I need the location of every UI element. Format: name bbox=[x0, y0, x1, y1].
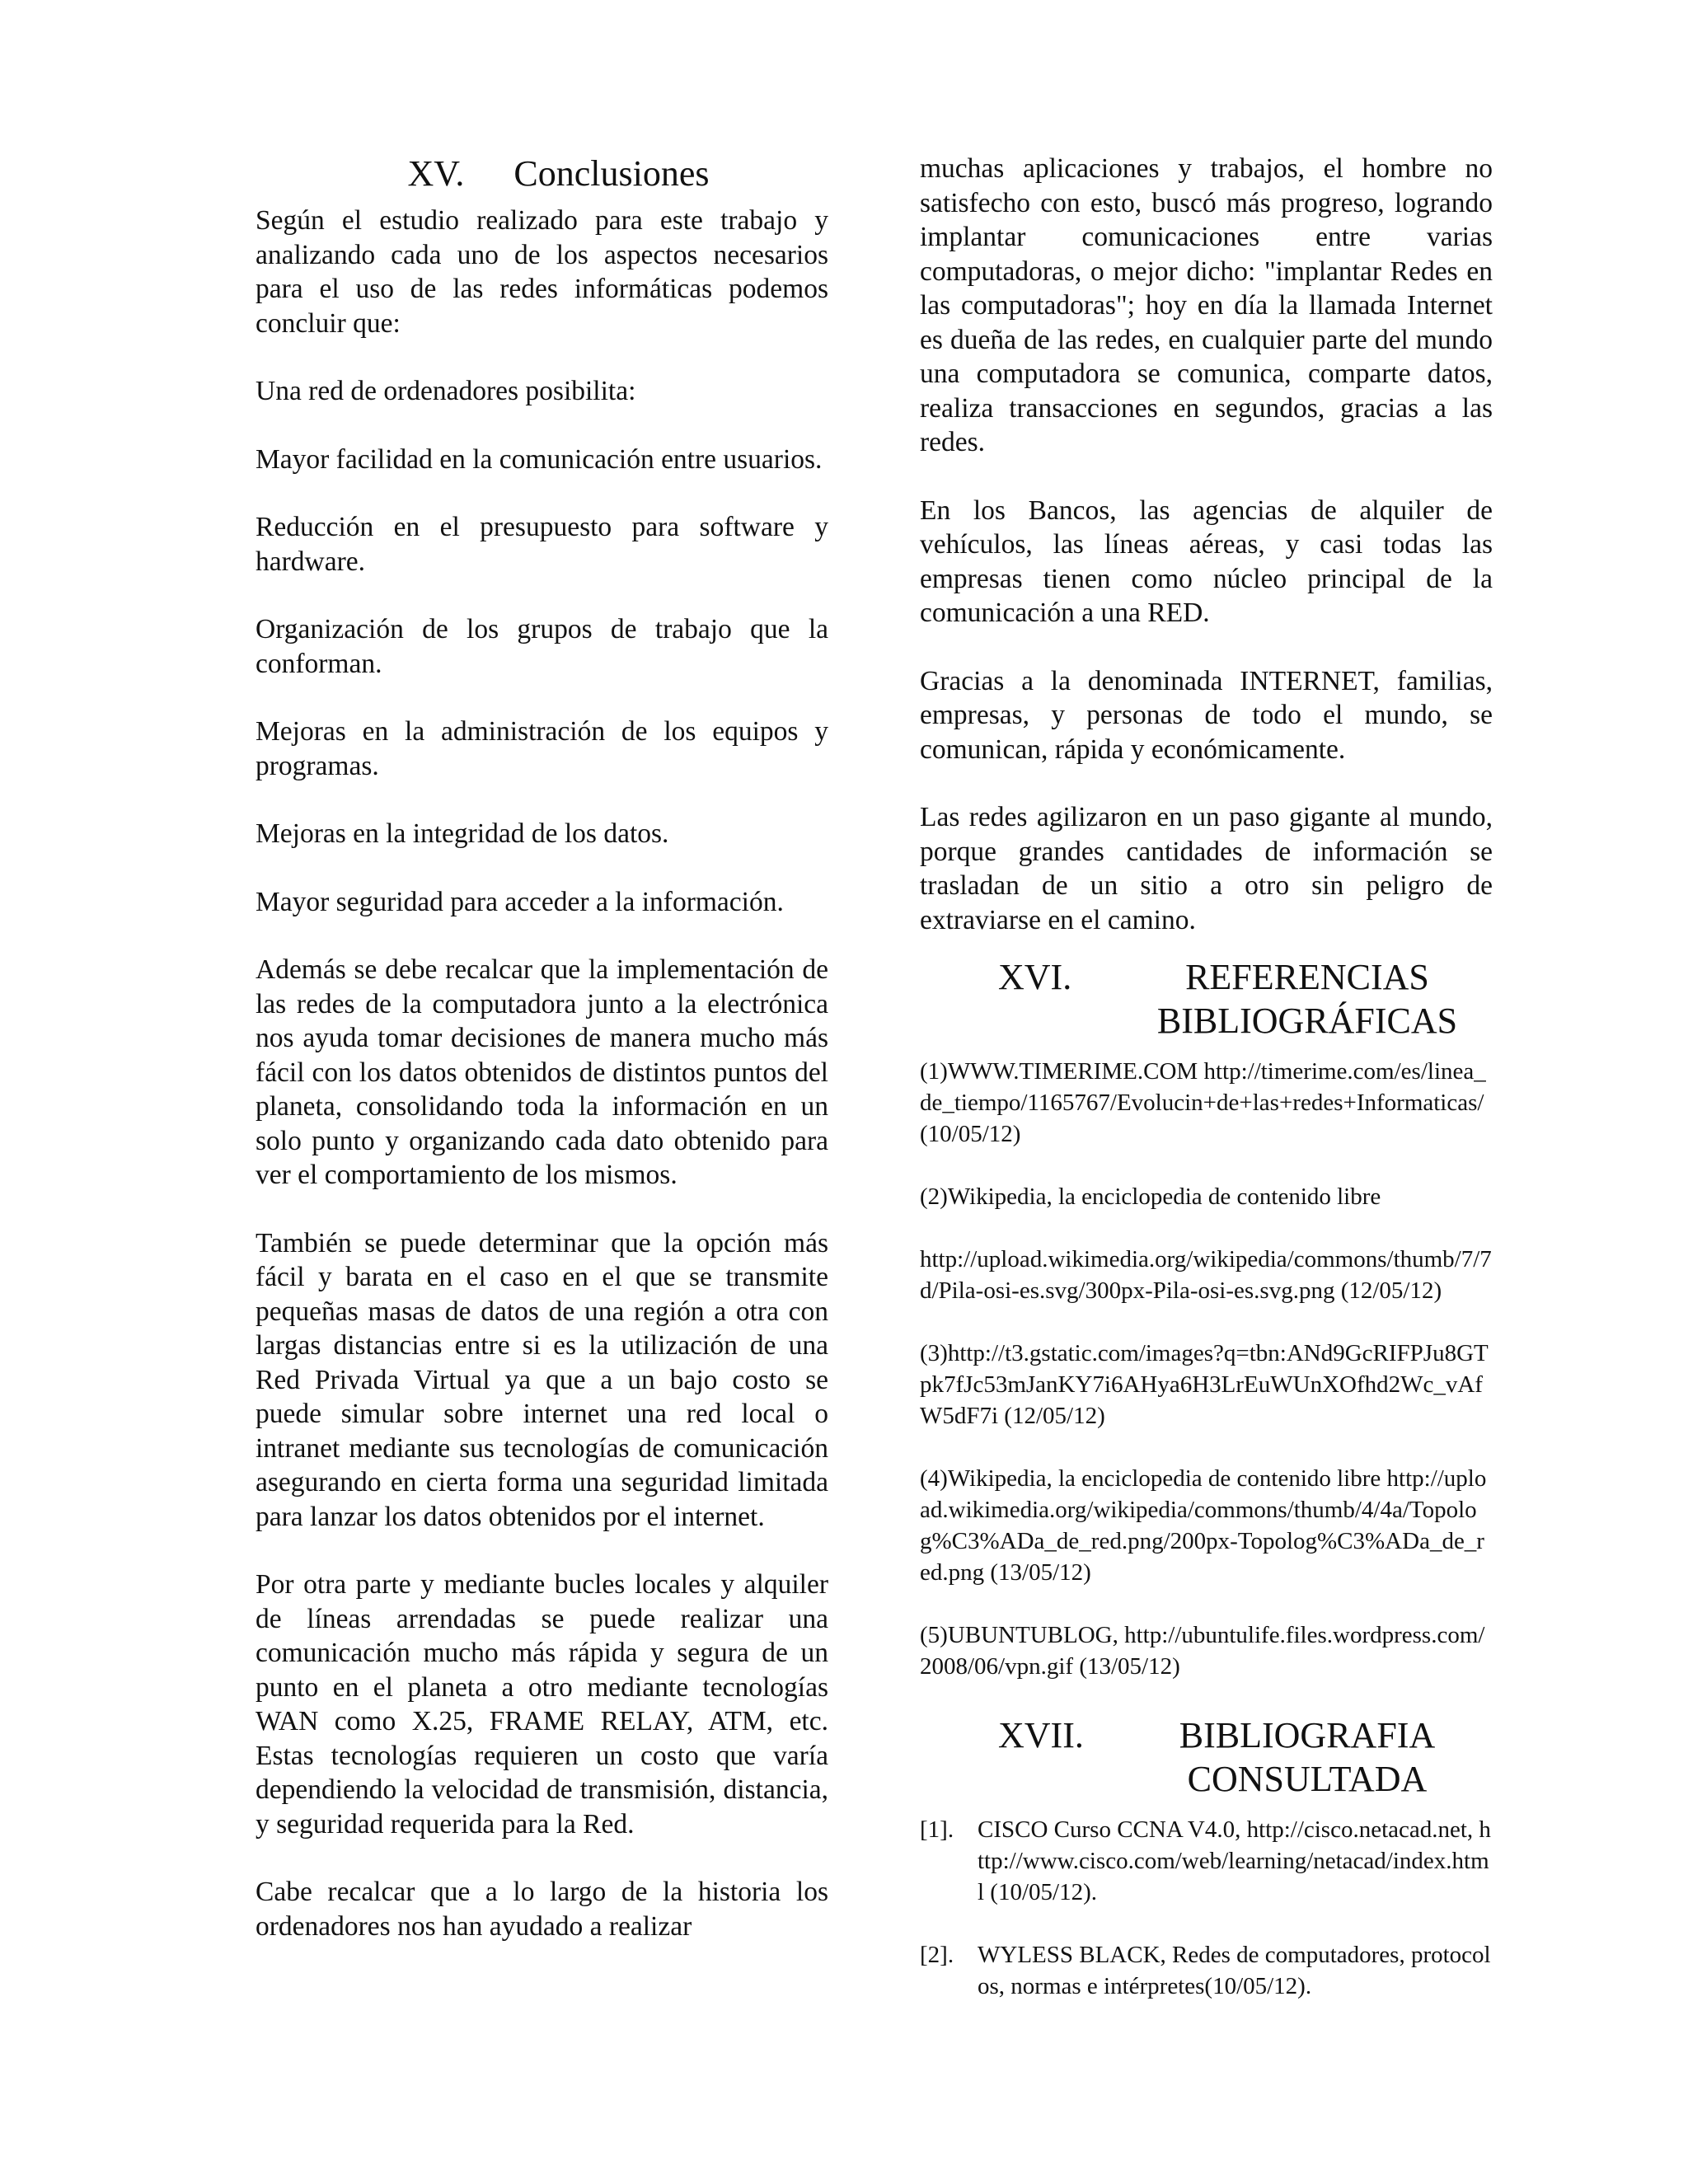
reference-item: (4)Wikipedia, la enciclopedia de contenido libre http://upload.wikimedia.org/wikipedia/commons/thumb/4/4a/Topolog%C3%ADa_de_red.png/200px-Topolog%C3%ADa_de_red.png (13/05/12) bbox=[920, 1465, 1487, 1586]
paragraph: Según el estudio realizado para este trabajo y analizando cada uno de los aspectos necesarios para el uso de las redes informáticas podemos concluir que: bbox=[256, 205, 828, 339]
bibliography-item bbox=[920, 1939, 1493, 2002]
paragraph: Mejoras en la administración de los equipos y programas. bbox=[256, 716, 828, 781]
section-heading-bibliografia bbox=[920, 1713, 1493, 1801]
section-title bbox=[1122, 955, 1493, 1043]
section-heading-referencias bbox=[920, 955, 1493, 1043]
paragraph: Cabe recalcar que a lo largo de la historia los ordenadores nos han ayudado a realizar bbox=[256, 1877, 828, 1942]
section-number: XVII. bbox=[998, 1715, 1084, 1755]
section-heading-conclusiones bbox=[256, 152, 828, 195]
reference-item: http://upload.wikimedia.org/wikipedia/commons/thumb/7/7d/Pila-osi-es.svg/300px-Pila-osi-es.svg.png (12/05/12) bbox=[920, 1246, 1492, 1304]
section-title-line: BIBLIOGRAFIA bbox=[1179, 1715, 1436, 1755]
bibliography-label: [1]. bbox=[920, 1816, 954, 1843]
bibliography-text: WYLESS BLACK, Redes de computadores, protocolos, normas e intérpretes(10/05/12). bbox=[978, 1942, 1491, 1999]
paragraph: Reducción en el presupuesto para software y hardware. bbox=[256, 512, 828, 577]
paragraph: Una red de ordenadores posibilita: bbox=[256, 376, 636, 406]
paragraph: Organización de los grupos de trabajo que la conforman. bbox=[256, 614, 828, 679]
paragraph: Mayor facilidad en la comunicación entre usuarios. bbox=[256, 443, 823, 475]
bibliography-label: [2]. bbox=[920, 1942, 954, 1968]
section-title: Conclusiones bbox=[513, 153, 710, 194]
bibliography-item bbox=[920, 1814, 1493, 1908]
section-title-line: CONSULTADA bbox=[1187, 1759, 1428, 1799]
paragraph: Gracias a la denominada INTERNET, familias, empresas, y personas de todo el mundo, se comunican, rápida y económicamente. bbox=[920, 665, 1493, 765]
section-title-line: BIBLIOGRÁFICAS bbox=[1156, 1001, 1458, 1041]
reference-item: (5)UBUNTUBLOG, http://ubuntulife.files.wordpress.com/2008/06/vpn.gif (13/05/12) bbox=[920, 1622, 1485, 1680]
section-number: XVI. bbox=[998, 957, 1072, 997]
reference-item: (2)Wikipedia, la enciclopedia de contenido libre bbox=[920, 1183, 1381, 1210]
reference-item: (3)http://t3.gstatic.com/images?q=tbn:ANd9GcRIFPJu8GTpk7fJc53mJanKY7i6AHya6H3LrEuWUnXOfhd2Wc_vAfW5dF7i (12/05/12) bbox=[920, 1340, 1489, 1429]
paragraph: Además se debe recalcar que la implementación de las redes de la computadora junto a la electrónica nos ayuda tomar decisiones de manera mucho más fácil con los datos obtenidos de distintos puntos del planeta, consolidando toda la información en un solo punto y organizando cada dato obtenido para ver el comportamiento de los mismos. bbox=[256, 954, 828, 1190]
paragraph: muchas aplicaciones y trabajos, el hombre no satisfecho con esto, buscó más progreso, logrando implantar comunicaciones entre varias computadoras, o mejor dicho: "implantar Redes en las computadoras"; hoy en día la llamada Internet es dueña de las redes, en cualquier parte del mundo una computadora se comunica, comparte datos, realiza transacciones en segundos, gracias a las redes. bbox=[920, 153, 1493, 457]
paragraph: También se puede determinar que la opción más fácil y barata en el caso en el que se transmite pequeñas masas de datos de una región a otra con largas distancias entre si es la utilización de una Red Privada Virtual ya que a un bajo costo se puede simular sobre internet una red local o intranet mediante sus tecnologías de comunicación asegurando en cierta forma una seguridad limitada para lanzar los datos obtenidos por el internet. bbox=[256, 1227, 828, 1532]
paragraph: Las redes agilizaron en un paso gigante al mundo, porque grandes cantidades de información se trasladan de un sitio a otro sin peligro de extraviarse en el camino. bbox=[920, 802, 1493, 935]
paragraph: En los Bancos, las agencias de alquiler de vehículos, las líneas aéreas, y casi todas las empresas tienen como núcleo principal de la comunicación a una RED. bbox=[920, 494, 1493, 628]
section-title-line: REFERENCIAS bbox=[1185, 957, 1429, 997]
paragraph: Mayor seguridad para acceder a la información. bbox=[256, 886, 784, 917]
left-column bbox=[256, 152, 828, 1943]
section-number: XV. bbox=[407, 153, 465, 194]
right-column bbox=[920, 152, 1493, 2033]
bibliography-text: CISCO Curso CCNA V4.0, http://cisco.netacad.net, http://www.cisco.com/web/learning/netacad/index.html (10/05/12). bbox=[978, 1816, 1491, 1905]
section-title bbox=[1122, 1713, 1493, 1801]
paragraph: Mejoras en la integridad de los datos. bbox=[256, 818, 669, 849]
paragraph: Por otra parte y mediante bucles locales y alquiler de líneas arrendadas se puede realizar una comunicación mucho más rápida y segura de un punto en el planeta a otro mediante tecnologías WAN como X.25, FRAME RELAY, ATM, etc. Estas tecnologías requieren un costo que varía dependiendo la velocidad de transmisión, distancia, y seguridad requerida para la Red. bbox=[256, 1569, 828, 1840]
reference-item: (1)WWW.TIMERIME.COM http://timerime.com/es/linea_de_tiempo/1165767/Evolucin+de+las+redes+Informaticas/ (10/05/12) bbox=[920, 1058, 1486, 1147]
